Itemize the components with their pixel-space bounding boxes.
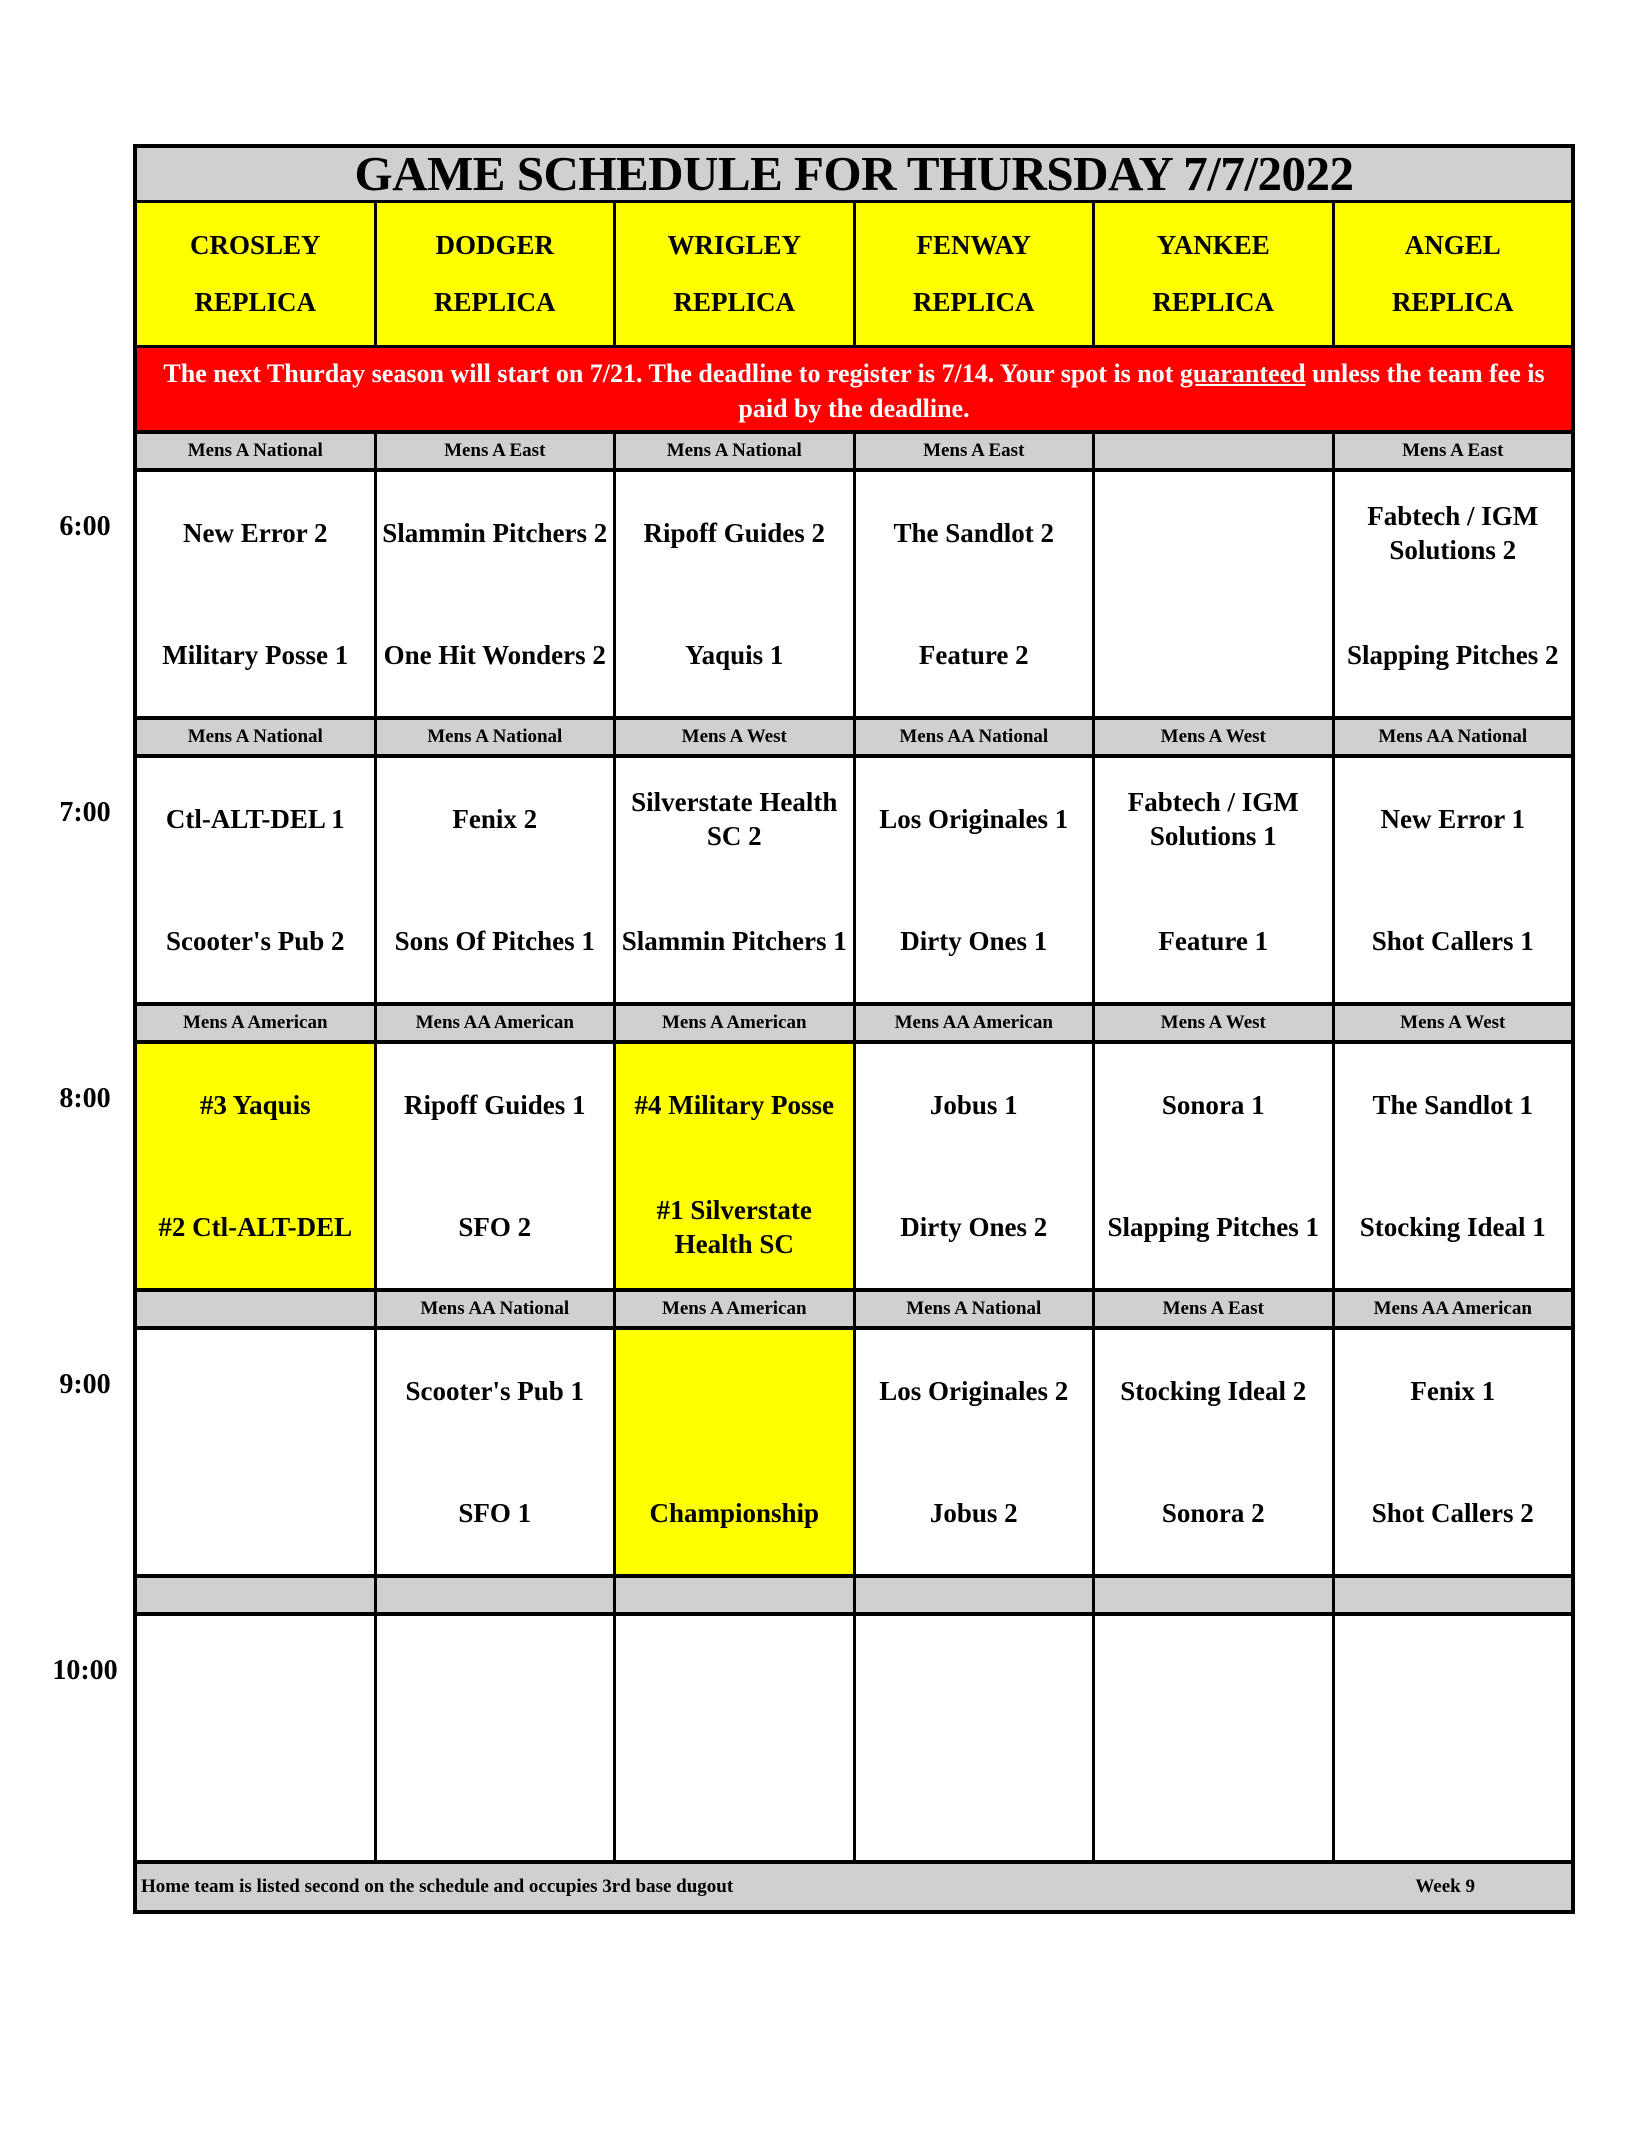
away-team: [1095, 1616, 1332, 1738]
home-team: Dirty Ones 1: [900, 926, 1048, 956]
division-label: Mens A West: [1095, 720, 1335, 754]
away-team: Fenix 1: [1410, 1376, 1496, 1406]
game-cell: [137, 1044, 377, 1288]
game-cell: [1095, 1330, 1335, 1574]
game-cell: [1095, 472, 1335, 716]
home-team: Shot Callers 1: [1371, 926, 1534, 956]
away-team: Los Originales 1: [879, 804, 1069, 834]
away-team: Slammin Pitchers 2: [382, 518, 608, 548]
away-team: The Sandlot 1: [1372, 1090, 1534, 1120]
away-team: Stocking Ideal 2: [1120, 1376, 1307, 1406]
field-name: DODGER: [435, 230, 554, 260]
home-team: [137, 1738, 374, 1860]
home-team: Jobus 2: [929, 1498, 1018, 1528]
game-cell: [616, 1616, 856, 1860]
away-team: Jobus 1: [929, 1090, 1018, 1120]
game-cell: [856, 472, 1096, 716]
field-header: [856, 203, 1096, 345]
time-label: 6:00: [59, 511, 111, 542]
home-team: Feature 1: [1158, 926, 1269, 956]
division-label: [1095, 434, 1335, 468]
game-cell: [616, 472, 856, 716]
away-team: Sonora 1: [1161, 1090, 1265, 1120]
division-label: Mens A West: [616, 720, 856, 754]
away-team: [1095, 472, 1332, 594]
notice-underlined: guaranteed: [1179, 359, 1306, 388]
home-team: [1095, 1738, 1332, 1860]
division-row: [137, 1292, 1571, 1330]
away-team: Los Originales 2: [879, 1376, 1069, 1406]
notice-text: The next Thurday season will start on 7/21. The deadline to register is 7/14. Your spot is not: [163, 359, 1180, 388]
division-label: Mens AA American: [377, 1006, 617, 1040]
field-name: FENWAY: [916, 230, 1032, 260]
footer: [137, 1864, 1571, 1910]
away-team: Scooter's Pub 1: [405, 1376, 584, 1406]
division-label: Mens A National: [377, 720, 617, 754]
page-title: GAME SCHEDULE FOR THURSDAY 7/7/2022: [137, 148, 1571, 203]
division-label: Mens A American: [616, 1006, 856, 1040]
game-cell: [137, 1330, 377, 1574]
field-header: [1335, 203, 1572, 345]
time-slots: [137, 434, 1571, 1864]
division-label: Mens A American: [616, 1292, 856, 1326]
home-team: #1 Silverstate Health SC: [656, 1195, 812, 1259]
division-label: Mens A National: [616, 434, 856, 468]
field-header: [377, 203, 617, 345]
registration-notice: [137, 348, 1571, 434]
away-team: #3 Yaquis: [199, 1090, 311, 1120]
away-team: Ripoff Guides 1: [403, 1090, 586, 1120]
game-cell: [1095, 1044, 1335, 1288]
home-team: Military Posse 1: [162, 640, 349, 670]
home-team: [137, 1452, 374, 1574]
game-cell: [1095, 1616, 1335, 1860]
schedule-table: [133, 144, 1575, 1914]
time-label: 7:00: [59, 797, 111, 828]
division-row: [137, 1578, 1571, 1616]
game-cell: [856, 1616, 1096, 1860]
division-label: Mens AA National: [377, 1292, 617, 1326]
field-header-row: [137, 203, 1571, 348]
field-subtitle: REPLICA: [673, 287, 795, 317]
game-cell: [856, 758, 1096, 1002]
division-label: [856, 1578, 1096, 1612]
home-team: Slapping Pitches 1: [1107, 1212, 1320, 1242]
division-label: [137, 1292, 377, 1326]
game-cell: [1335, 1044, 1572, 1288]
game-cell: [856, 1330, 1096, 1574]
game-cell: [1335, 758, 1572, 1002]
division-label: Mens A East: [377, 434, 617, 468]
game-cell: [377, 1044, 617, 1288]
home-team: Yaquis 1: [685, 640, 784, 670]
division-label: Mens A East: [1095, 1292, 1335, 1326]
away-team: [616, 1330, 853, 1452]
division-row: [137, 720, 1571, 758]
away-team: [616, 1616, 853, 1738]
field-subtitle: REPLICA: [1152, 287, 1274, 317]
home-team: [856, 1738, 1093, 1860]
game-cell: [377, 1330, 617, 1574]
field-name: YANKEE: [1156, 230, 1270, 260]
games-row: [137, 1616, 1571, 1864]
field-subtitle: REPLICA: [194, 287, 316, 317]
home-team: Championship: [649, 1498, 820, 1528]
footer-note: Home team is listed second on the schedule and occupies 3rd base dugout: [141, 1876, 734, 1897]
field-header: [137, 203, 377, 345]
division-label: [377, 1578, 617, 1612]
away-team: The Sandlot 2: [893, 518, 1055, 548]
game-cell: [137, 472, 377, 716]
home-team: [1335, 1738, 1572, 1860]
away-team: New Error 1: [1380, 804, 1525, 834]
division-label: Mens A West: [1335, 1006, 1572, 1040]
home-team: Sons Of Pitches 1: [394, 926, 595, 956]
division-label: Mens AA National: [856, 720, 1096, 754]
game-cell: [377, 758, 617, 1002]
home-team: #2 Ctl-ALT-DEL: [158, 1212, 353, 1242]
division-label: Mens A West: [1095, 1006, 1335, 1040]
home-team: Dirty Ones 2: [900, 1212, 1048, 1242]
game-cell: [137, 758, 377, 1002]
field-subtitle: REPLICA: [1391, 287, 1514, 317]
home-team: Sonora 2: [1161, 1498, 1265, 1528]
home-team: SFO 1: [458, 1498, 532, 1528]
game-cell: [616, 758, 856, 1002]
field-subtitle: REPLICA: [433, 287, 556, 317]
away-team: Silverstate Health SC 2: [631, 787, 838, 851]
time-label: 10:00: [52, 1655, 118, 1686]
field-subtitle: REPLICA: [912, 287, 1035, 317]
game-cell: [856, 1044, 1096, 1288]
home-team: Slammin Pitchers 1: [621, 926, 847, 956]
games-row: [137, 758, 1571, 1006]
game-cell: [377, 472, 617, 716]
away-team: #4 Military Posse: [634, 1090, 834, 1120]
home-team: One Hit Wonders 2: [383, 640, 606, 670]
home-team: Stocking Ideal 1: [1359, 1212, 1546, 1242]
away-team: [137, 1330, 374, 1452]
home-team: Slapping Pitches 2: [1346, 640, 1559, 670]
week-label: Week 9: [1415, 1876, 1475, 1897]
away-team: [137, 1616, 374, 1738]
division-label: Mens A National: [137, 720, 377, 754]
away-team: [856, 1616, 1093, 1738]
field-name: ANGEL: [1404, 230, 1501, 260]
division-label: [1095, 1578, 1335, 1612]
field-header: [616, 203, 856, 345]
away-team: Fabtech / IGM Solutions 1: [1127, 787, 1299, 851]
home-team: [616, 1738, 853, 1860]
division-label: Mens A National: [137, 434, 377, 468]
home-team: Scooter's Pub 2: [166, 926, 345, 956]
game-cell: [616, 1330, 856, 1574]
division-label: Mens A American: [137, 1006, 377, 1040]
division-label: [616, 1578, 856, 1612]
division-label: Mens A National: [856, 1292, 1096, 1326]
game-cell: [1335, 1330, 1572, 1574]
division-label: Mens A East: [1335, 434, 1572, 468]
games-row: [137, 1330, 1571, 1578]
home-team: [1095, 594, 1332, 716]
games-row: [137, 472, 1571, 720]
away-team: Ctl-ALT-DEL 1: [165, 804, 345, 834]
away-team: Fabtech / IGM Solutions 2: [1367, 501, 1539, 565]
division-label: Mens AA American: [856, 1006, 1096, 1040]
game-cell: [377, 1616, 617, 1860]
away-team: [377, 1616, 614, 1738]
division-row: [137, 434, 1571, 472]
time-label: 9:00: [59, 1369, 111, 1400]
games-row: [137, 1044, 1571, 1292]
home-team: [377, 1738, 614, 1860]
notice-text-end: unless the team fee is paid by the deadline.: [738, 359, 1545, 423]
division-label: [137, 1578, 377, 1612]
field-name: WRIGLEY: [667, 230, 802, 260]
division-label: Mens AA National: [1335, 720, 1572, 754]
away-team: [1335, 1616, 1572, 1738]
time-label: 8:00: [59, 1083, 111, 1114]
game-cell: [616, 1044, 856, 1288]
away-team: Ripoff Guides 2: [643, 518, 826, 548]
field-name: CROSLEY: [189, 230, 321, 260]
game-cell: [1335, 1616, 1572, 1860]
away-team: Fenix 2: [452, 804, 538, 834]
away-team: New Error 2: [183, 518, 328, 548]
division-label: [1335, 1578, 1572, 1612]
home-team: Shot Callers 2: [1371, 1498, 1534, 1528]
division-label: Mens A East: [856, 434, 1096, 468]
game-cell: [1095, 758, 1335, 1002]
field-header: [1095, 203, 1335, 345]
home-team: Feature 2: [918, 640, 1029, 670]
division-label: Mens AA American: [1335, 1292, 1572, 1326]
division-row: [137, 1006, 1571, 1044]
game-cell: [1335, 472, 1572, 716]
home-team: SFO 2: [458, 1212, 532, 1242]
game-cell: [137, 1616, 377, 1860]
